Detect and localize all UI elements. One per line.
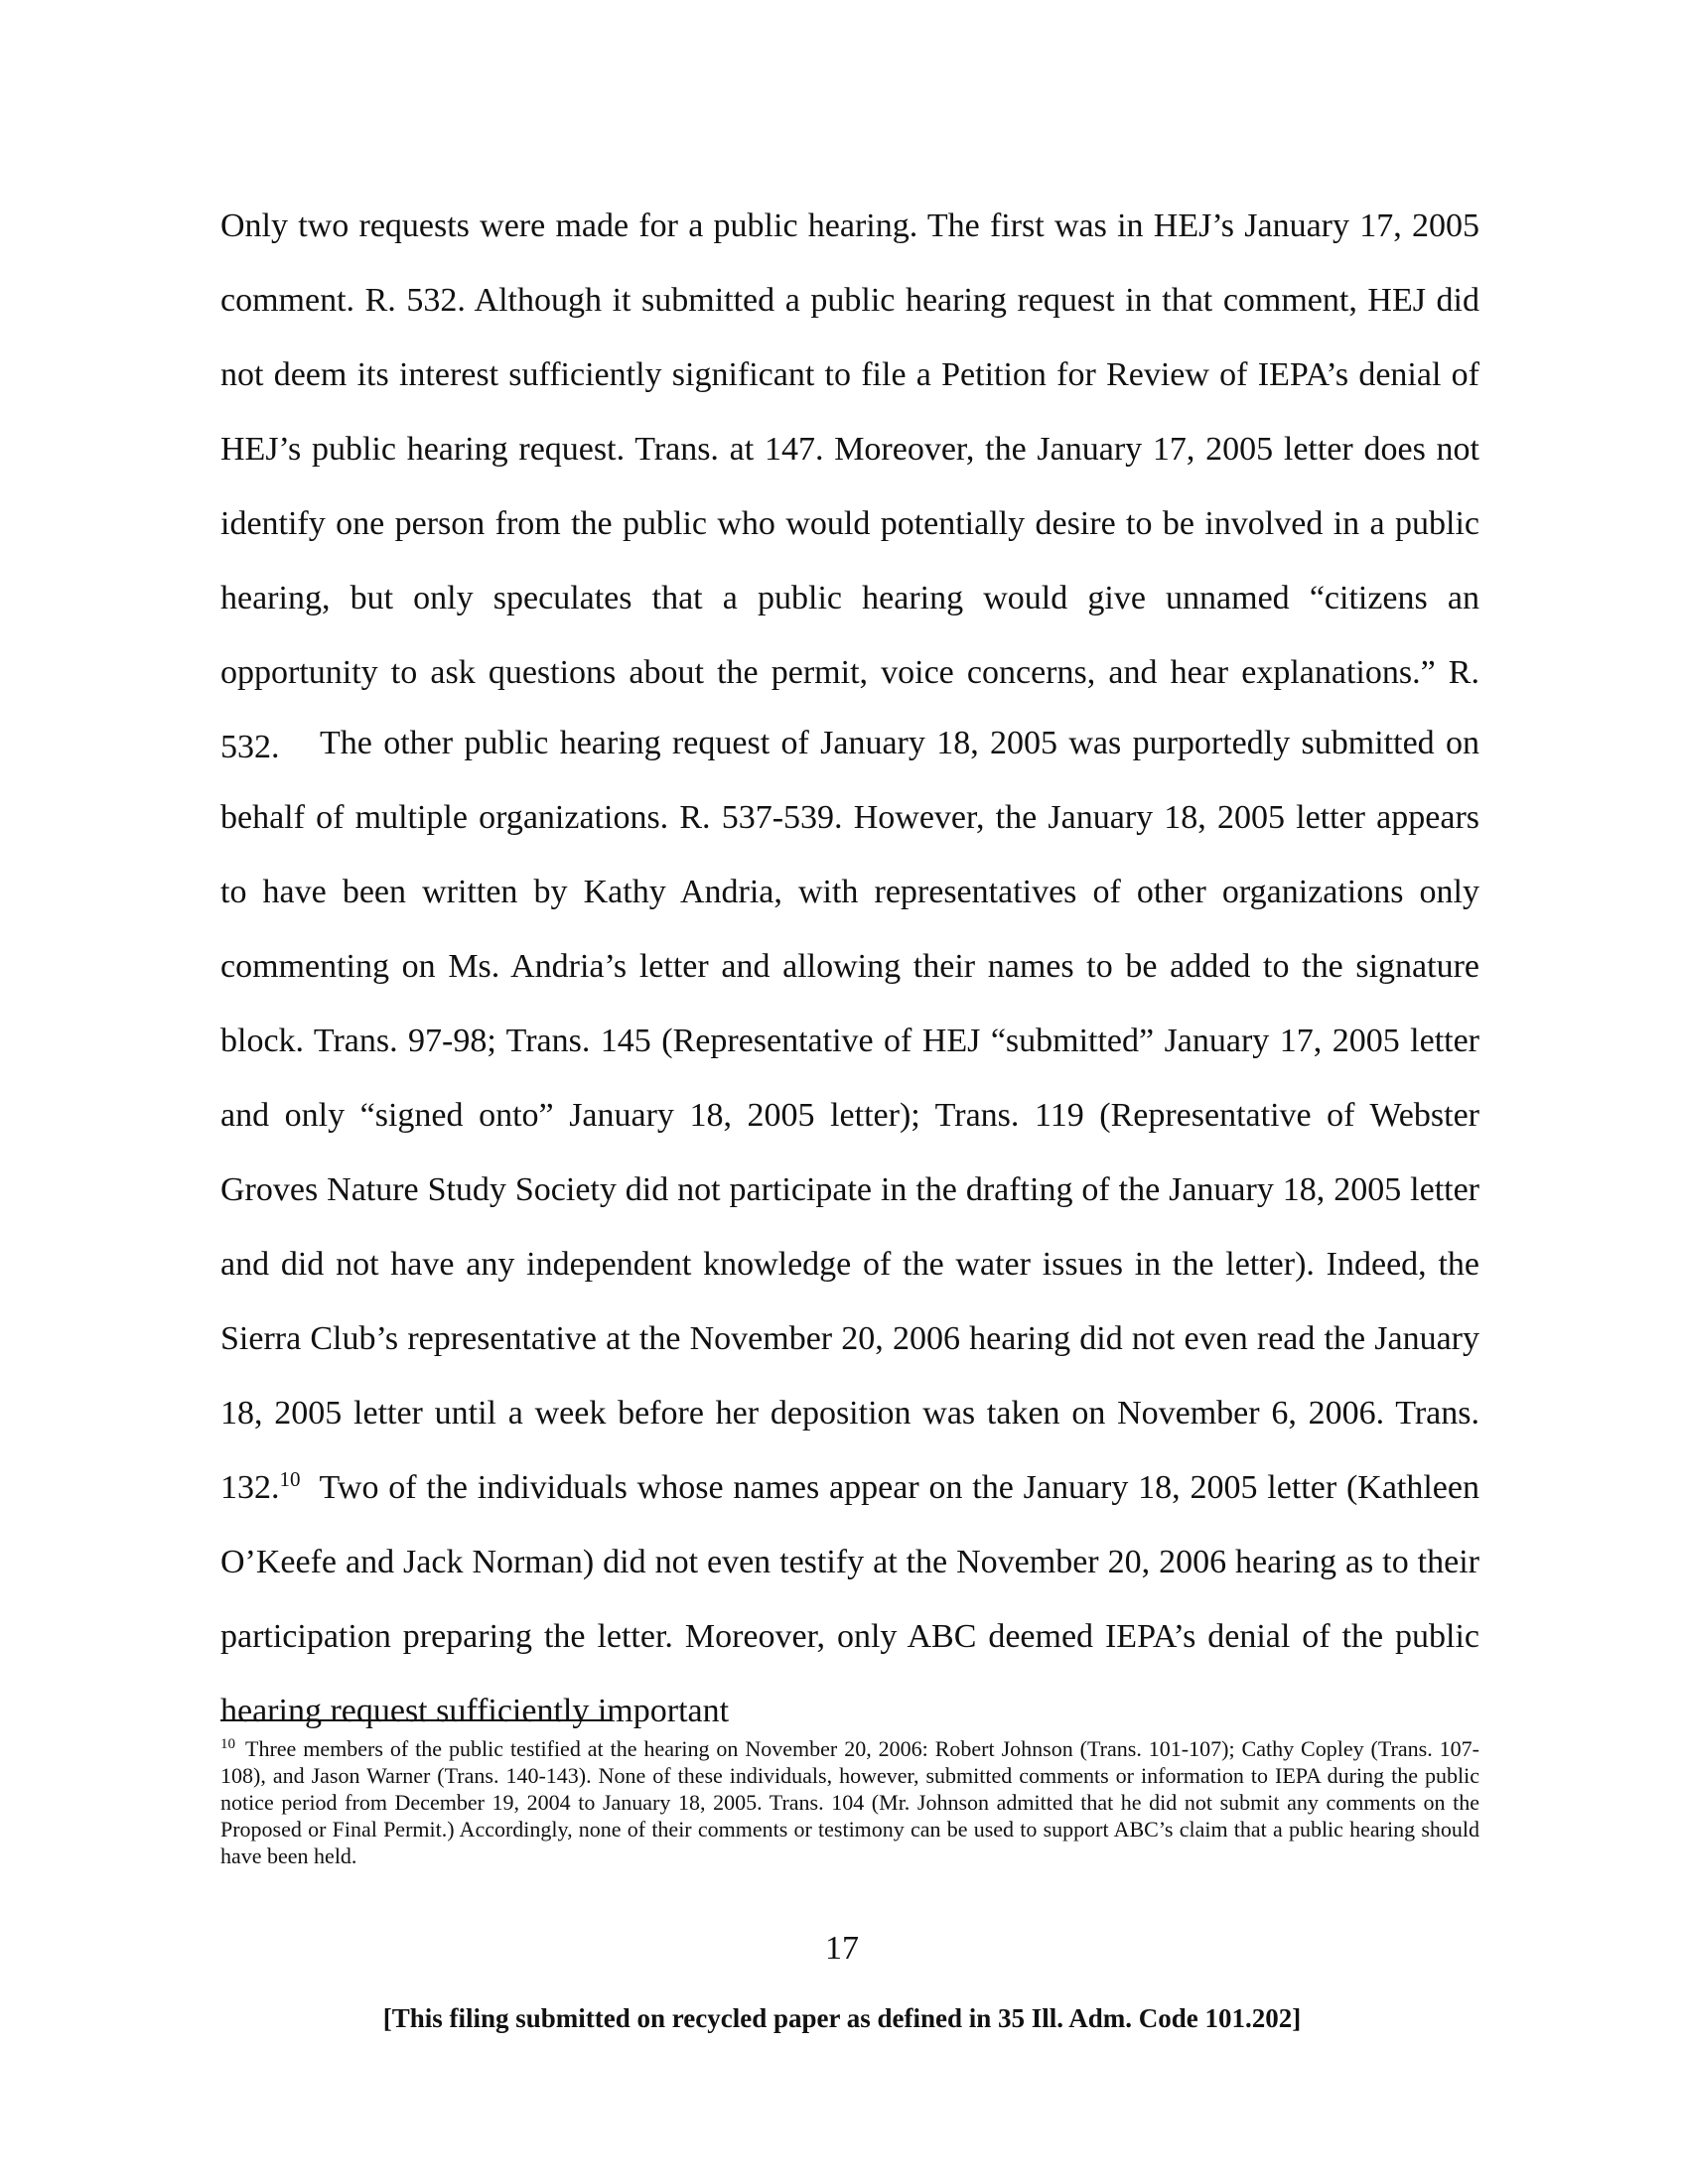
- recycled-paper-notice: [This filing submitted on recycled paper as defined in 35 Ill. Adm. Code 101.202]: [382, 2003, 1302, 2033]
- page-number: 17: [825, 1930, 859, 1967]
- body-paragraph-2: [220, 706, 1479, 1748]
- body-paragraph-2-text-b: Two of the individuals whose names appear on the January 18, 2005 letter (Kathleen O’Keefe and Jack Norman) did not even testify at the November 20, 2006 hearing as to their participation preparing the letter. Moreover, only ABC deemed IEPA’s denial of the public hearing request sufficiently important: [220, 1469, 1479, 1729]
- body-paragraph-1: Only two requests were made for a public hearing. The first was in HEJ’s January 17, 2005 comment. R. 532. Although it submitted a public hearing request in that comment, HEJ did not deem its interest sufficiently significant to file a Petition for Review of IEPA’s denial of HEJ’s public hearing request. Trans. at 147. Moreover, the January 17, 2005 letter does not identify one person from the public who would potentially desire to be involved in a public hearing, but only speculates that a public hearing would give unnamed “citizens an opportunity to ask questions about the permit, voice concerns, and hear explanations.” R. 532.: [220, 207, 1479, 765]
- footnote-reference: 10: [279, 1467, 301, 1491]
- footnote: [220, 1735, 1479, 1869]
- footnote-number: 10: [220, 1736, 235, 1752]
- footnote-separator: [220, 1719, 612, 1721]
- body-paragraph-2-text-a: The other public hearing request of January 18, 2005 was purportedly submitted on behalf of multiple organizations. R. 537-539. However, the January 18, 2005 letter appears to have been written by Kathy Andria, with representatives of other organizations only commenting on Ms. Andria’s letter and allowing their names to be added to the signature block. Trans. 97-98; Trans. 145 (Representative of HEJ “submitted” January 17, 2005 letter and only “signed onto” January 18, 2005 letter); Trans. 119 (Representative of Webster Groves Nature Study Society did not participate in the drafting of the January 18, 2005 letter and did not have any independent knowledge of the water issues in the letter). Indeed, the Sierra Club’s representative at the November 20, 2006 hearing did not even read the January 18, 2005 letter until a week before her deposition was taken on November 6, 2006. Trans. 132.: [220, 725, 1479, 1506]
- footnote-text: Three members of the public testified at the hearing on November 20, 2006: Robert Johnson (Trans. 101-107); Cathy Copley (Trans. 107-108), and Jason Warner (Trans. 140-143). None of these individuals, however, submitted comments or information to IEPA during the public notice period from December 19, 2004 to January 18, 2005. Trans. 104 (Mr. Johnson admitted that he did not submit any comments on the Proposed or Final Permit.) Accordingly, none of their comments or testimony can be used to support ABC’s claim that a public hearing should have been held.: [220, 1736, 1479, 1868]
